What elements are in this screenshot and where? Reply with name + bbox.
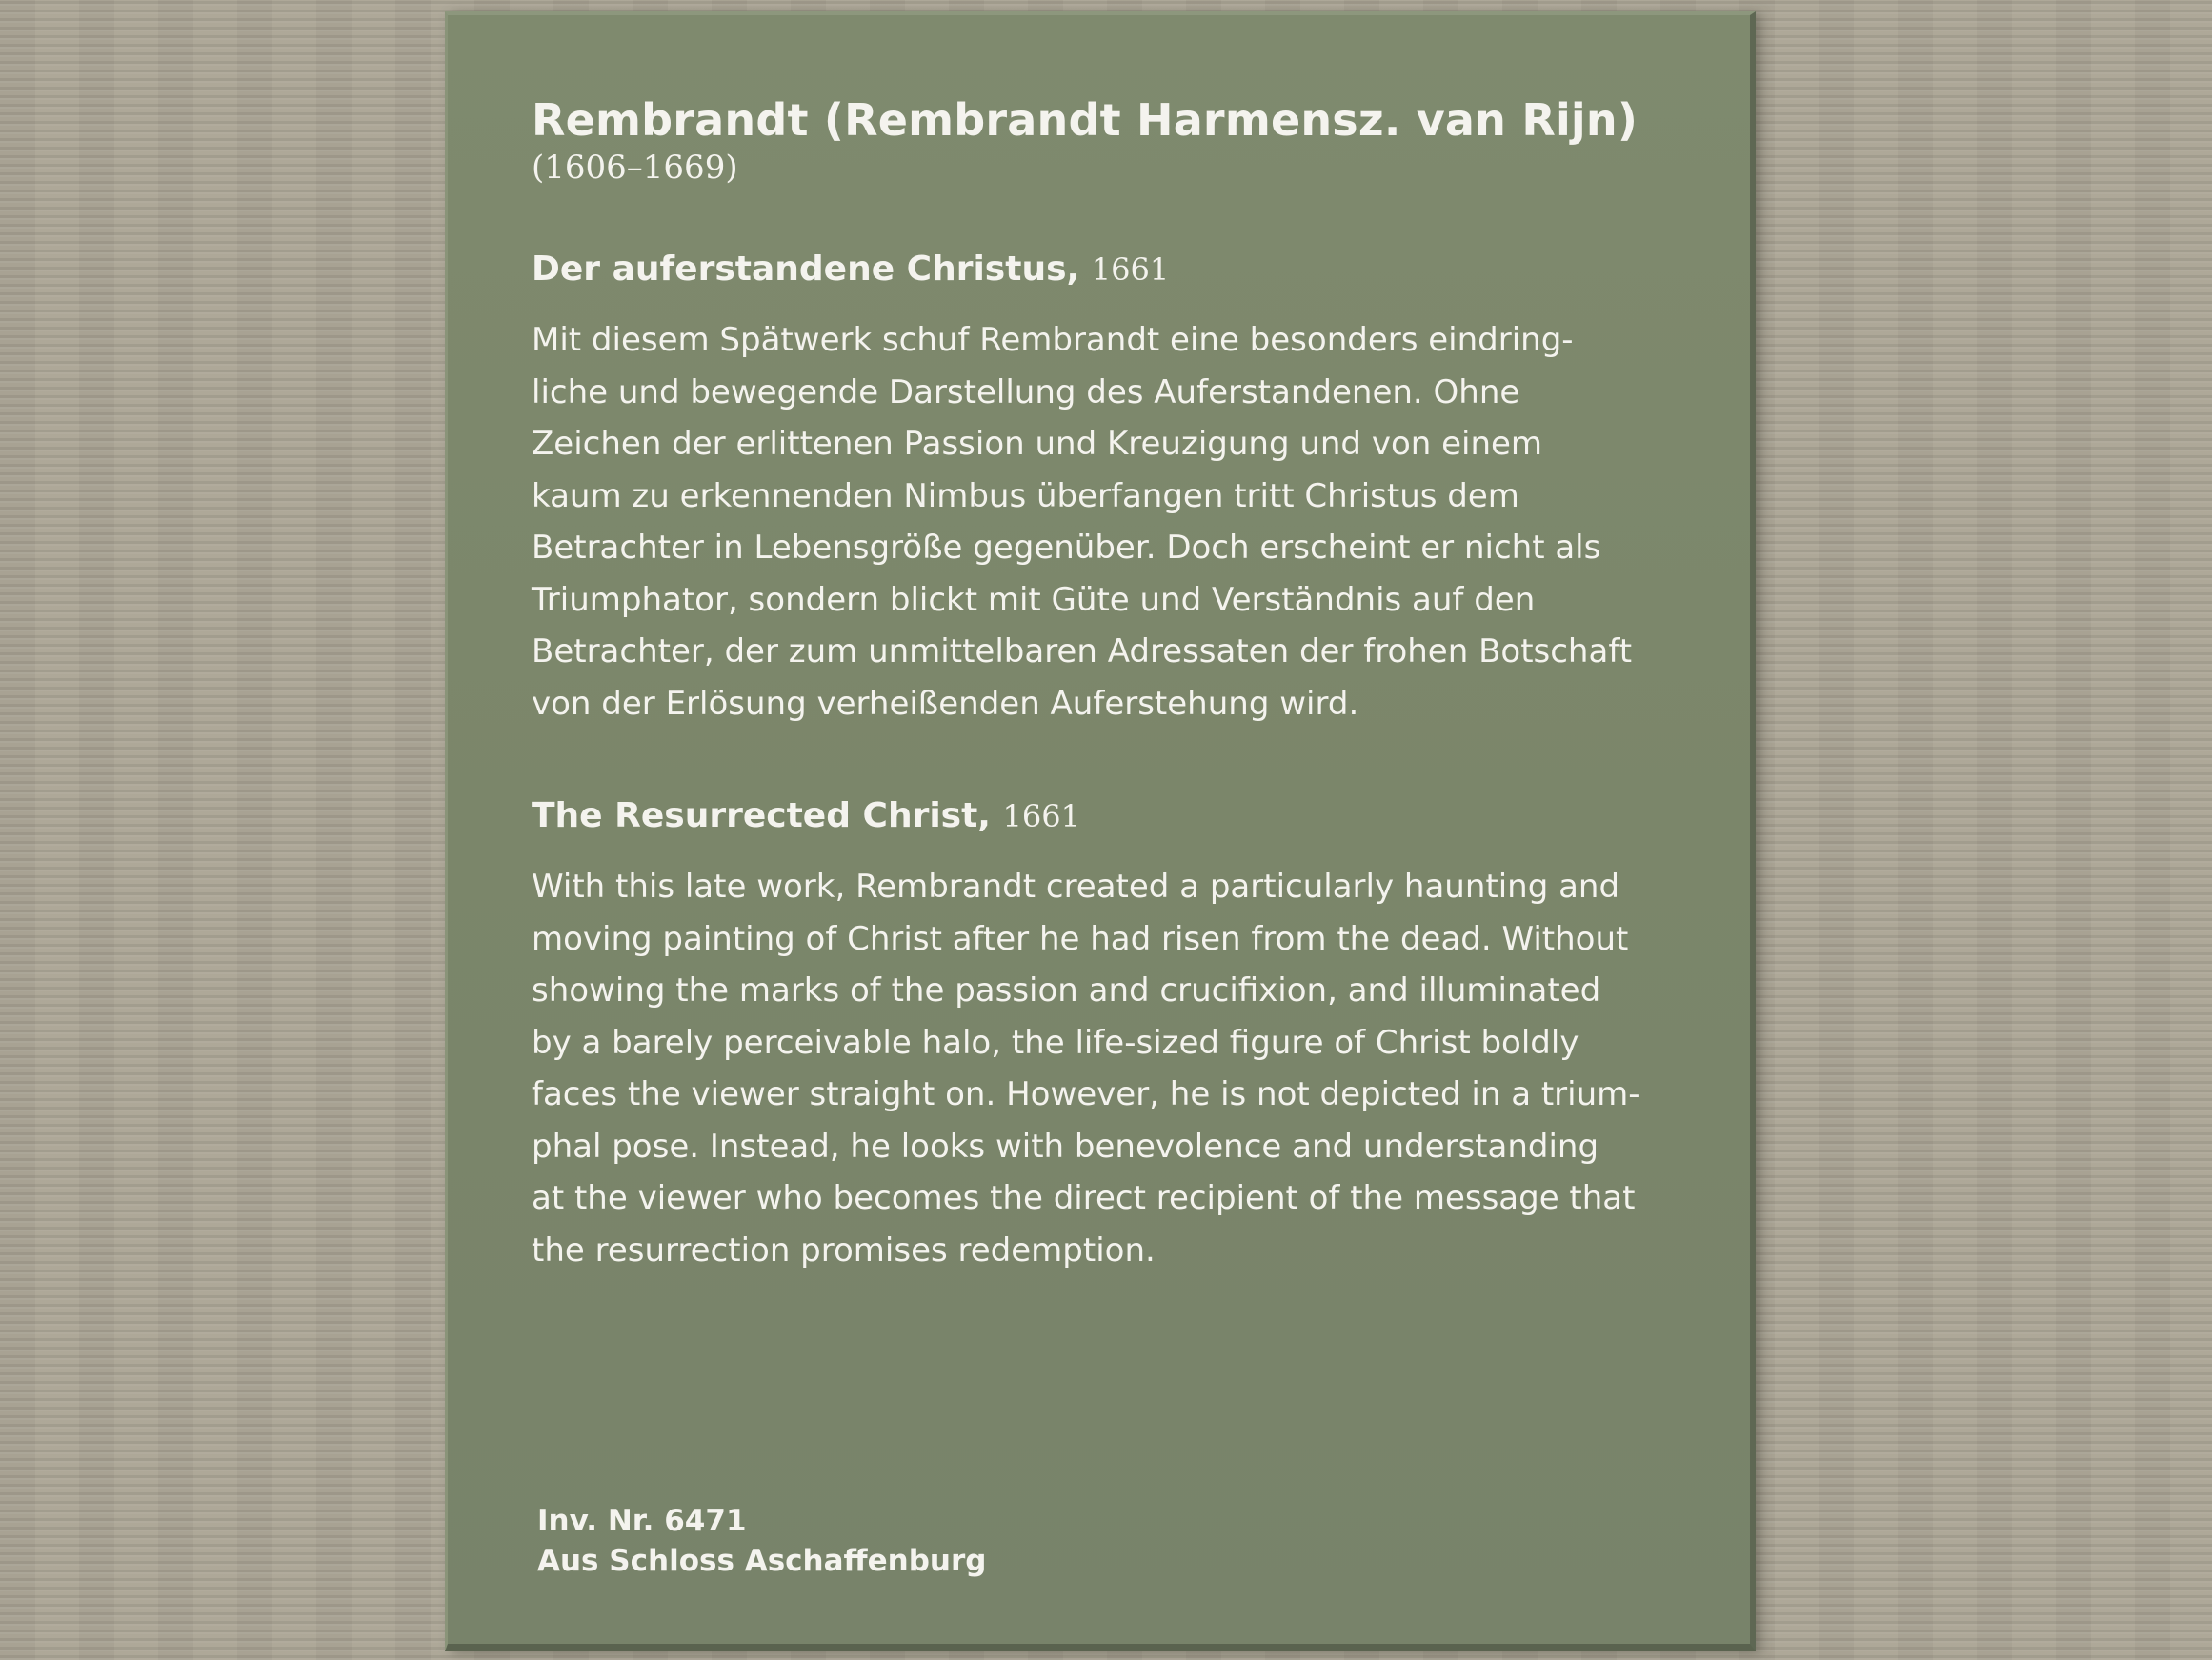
museum-label-panel bbox=[445, 11, 1756, 1651]
english-description-line: showing the marks of the passion and crucifixion, and illuminated bbox=[532, 971, 1601, 1010]
provenance-text: Aus Schloss Aschaffenburg bbox=[537, 1544, 987, 1578]
german-description-line: liche und bewegende Darstellung des Auferstandenen. Ohne bbox=[532, 372, 1520, 411]
english-description-line: by a barely perceivable halo, the life-sized figure of Christ boldly bbox=[532, 1023, 1579, 1062]
english-description-line: With this late work, Rembrandt created a particularly haunting and bbox=[532, 868, 1620, 906]
english-description-line: at the viewer who becomes the direct recipient of the message that bbox=[532, 1179, 1636, 1217]
german-title-year: 1661 bbox=[1091, 251, 1170, 288]
label-footer bbox=[537, 1501, 986, 1581]
german-description-line: Betrachter in Lebensgröße gegenüber. Doch erscheint er nicht als bbox=[532, 529, 1601, 567]
inventory-number: Inv. Nr. 6471 bbox=[537, 1504, 747, 1538]
german-description-line: Mit diesem Spätwerk schuf Rembrandt eine besonders eindring- bbox=[532, 321, 1574, 359]
english-description bbox=[532, 861, 1703, 1276]
artist-dates: (1606–1669) bbox=[532, 149, 738, 187]
german-title-text: Der auferstandene Christus, bbox=[532, 250, 1080, 289]
english-description-line: phal pose. Instead, he looks with benevolence and understanding bbox=[532, 1127, 1599, 1166]
english-description-line: the resurrection promises redemption. bbox=[532, 1230, 1156, 1270]
german-description-line: Betrachter, der zum unmittelbaren Adressaten der frohen Botschaft bbox=[532, 632, 1633, 670]
german-description-line: von der Erlösung verheißenden Auferstehung wird. bbox=[532, 684, 1359, 723]
german-description-line: kaum zu erkennenden Nimbus überfangen tritt Christus dem bbox=[532, 476, 1519, 515]
german-description bbox=[532, 314, 1703, 730]
label-content bbox=[532, 93, 1703, 1276]
german-artwork-title bbox=[532, 248, 1703, 291]
english-description-line: moving painting of Christ after he had risen from the dead. Without bbox=[532, 919, 1629, 958]
german-description-line: Zeichen der erlittenen Passion und Kreuzigung und von einem bbox=[532, 425, 1543, 463]
english-description-line: faces the viewer straight on. However, he is not depicted in a trium- bbox=[532, 1075, 1640, 1113]
artist-name: Rembrandt (Rembrandt Harmensz. van Rijn) bbox=[532, 94, 1639, 146]
english-title-text: The Resurrected Christ, bbox=[532, 796, 991, 835]
german-description-line: Triumphator, sondern blickt mit Güte und Verständnis auf den bbox=[532, 580, 1536, 619]
english-title-year: 1661 bbox=[1002, 798, 1080, 834]
english-artwork-title bbox=[532, 794, 1703, 838]
